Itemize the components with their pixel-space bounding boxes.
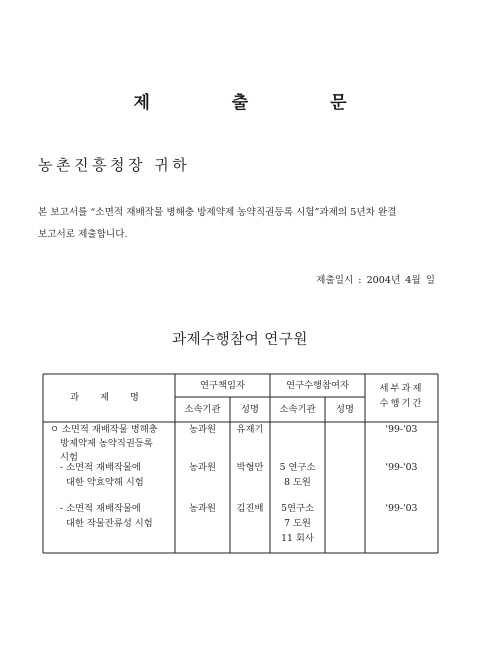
body-line-1: 본 보고서를 “소면적 재배작물 병해충 방제약제 농약직권등록 시험”과제의 5년차 완결 bbox=[38, 207, 397, 218]
row1-task-line3: 시험 bbox=[60, 452, 78, 463]
row3-part-org-line1: 5연구소 bbox=[281, 503, 314, 514]
header-lead-name: 성명 bbox=[241, 404, 259, 415]
row3-part-org-line2: 7 도원 bbox=[284, 518, 311, 529]
row2-lead-org: 농과원 bbox=[189, 462, 216, 473]
row3-lead-org: 농과원 bbox=[189, 503, 216, 514]
row1-lead-org: 농과원 bbox=[189, 424, 216, 435]
row3-task-line1: - 소면적 재배작물에 bbox=[60, 503, 141, 514]
row1-task-line1: ㅇ 소면적 재배작물 병해충 bbox=[50, 424, 158, 435]
header-period-line1: 세부과제 bbox=[379, 383, 424, 394]
header-part-name: 성명 bbox=[336, 404, 354, 415]
row3-period: '99-'03 bbox=[385, 503, 418, 514]
row2-part-org-line2: 8 도원 bbox=[284, 477, 311, 488]
row3-lead-name: 김진배 bbox=[236, 503, 264, 514]
header-task: 과 제 명 bbox=[70, 392, 148, 403]
header-period-line2: 수행기간 bbox=[379, 398, 424, 409]
body-line-2: 보고서로 제출합니다. bbox=[38, 229, 128, 240]
row2-task-line2: 대한 약효약해 시험 bbox=[66, 477, 144, 488]
header-part-org: 소속기관 bbox=[279, 404, 316, 415]
body-text bbox=[38, 202, 448, 246]
row2-lead-name: 박형만 bbox=[236, 462, 264, 473]
section-title: 과제수행참여 연구원 bbox=[172, 332, 308, 348]
row1-period: '99-'03 bbox=[385, 424, 418, 435]
header-participants: 연구수행참여자 bbox=[286, 380, 349, 391]
row2-period: '99-'03 bbox=[385, 462, 418, 473]
addressee: 농촌진흥청장 귀하 bbox=[38, 156, 191, 174]
header-lead-org: 소속기관 bbox=[184, 404, 221, 415]
row2-task-line1: - 소면적 재배작물에 bbox=[60, 462, 141, 473]
row3-part-org-line3: 11 회사 bbox=[281, 533, 314, 544]
row1-lead-name: 유재기 bbox=[236, 424, 264, 435]
submit-date: 제출일시 : 2004년 4월 일 bbox=[316, 275, 435, 286]
row3-task-line2: 대한 작물잔류성 시험 bbox=[66, 518, 153, 529]
page-title: 제 출 문 bbox=[133, 93, 385, 113]
header-lead-researcher: 연구책임자 bbox=[200, 380, 245, 391]
row2-part-org-line1: 5 연구소 bbox=[279, 462, 316, 473]
row1-task-line2: 방제약제 농약직권등록 bbox=[60, 438, 153, 449]
